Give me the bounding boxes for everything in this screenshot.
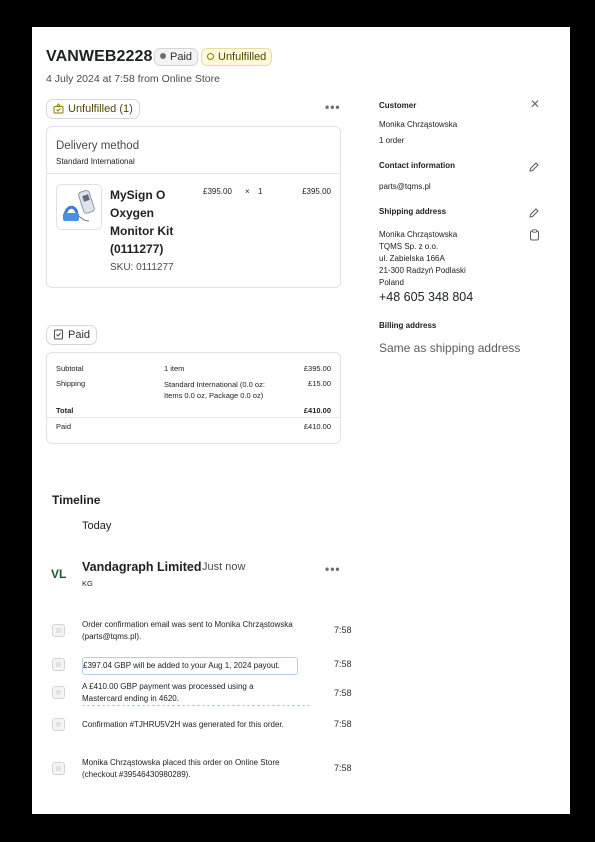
product-name-line: Oxygen	[110, 206, 155, 220]
dot-icon	[160, 53, 166, 59]
line-total: £395.00	[302, 187, 331, 196]
timeline-event-time: 7:58	[334, 625, 352, 635]
timeline-author: Vandagraph Limited	[82, 560, 202, 574]
payment-status-label: Paid	[170, 51, 193, 63]
shipping-address-heading: Shipping address	[379, 207, 447, 216]
shipping-value: £15.00	[308, 379, 331, 388]
timeline-event-line: (checkout #39546430980289).	[82, 770, 191, 779]
timeline-event-time: 7:58	[334, 719, 352, 729]
customer-orders[interactable]: 1 order	[379, 136, 405, 145]
order-page	[32, 27, 570, 814]
unfulfilled-pill	[46, 99, 140, 119]
edit-contact-icon[interactable]	[528, 161, 540, 173]
timeline-day: Today	[82, 520, 112, 532]
payment-status-badge	[154, 48, 198, 66]
paid-label: Paid	[68, 329, 91, 341]
package-icon	[53, 103, 64, 114]
order-number: VANWEB2228	[46, 48, 153, 65]
total-label: Total	[56, 406, 74, 415]
payment-card	[46, 352, 341, 444]
timeline-event-icon	[52, 762, 65, 775]
timeline-event-line: A £410.00 GBP payment was processed using a	[82, 682, 254, 691]
address-line: TQMS Sp. z o.o.	[379, 242, 439, 251]
shipping-description	[164, 379, 265, 401]
edit-shipping-icon[interactable]	[528, 207, 540, 219]
timeline-author-time: Just now	[202, 561, 246, 573]
paid-row-label: Paid	[56, 422, 72, 431]
address-line: 21-300 Radzyń Podlaski	[379, 266, 466, 275]
timeline-event-line: £397.04 GBP will be added to your Aug 1, 2024 payout.	[83, 661, 280, 670]
billing-address-value: Same as shipping address	[379, 341, 521, 355]
unfulfilled-label: Unfulfilled (1)	[68, 103, 133, 115]
quantity: 1	[258, 187, 263, 196]
pulse-oximeter-image-icon	[57, 185, 101, 229]
customer-email[interactable]: parts@tqms.pl	[379, 182, 431, 191]
customer-phone[interactable]: +48 605 348 804	[379, 290, 474, 304]
shipping-description-line: Standard International (0.0 oz:	[164, 380, 265, 389]
total-value: £410.00	[303, 406, 331, 415]
timeline-heading: Timeline	[52, 493, 101, 507]
receipt-check-icon	[53, 329, 64, 340]
contact-heading: Contact information	[379, 161, 455, 170]
shipping-address	[379, 229, 466, 289]
timeline-event-icon	[52, 624, 65, 637]
product-name[interactable]	[110, 186, 173, 258]
timeline-more-icon[interactable]: •••	[325, 562, 341, 576]
customer-name[interactable]: Monika Chrząstowska	[379, 120, 458, 129]
paid-pill	[46, 325, 97, 345]
timeline-event[interactable]	[82, 619, 322, 643]
fulfillment-status-label: Unfulfilled	[218, 51, 267, 63]
shipping-description-line: Items 0.0 oz, Package 0.0 oz)	[164, 391, 264, 400]
timeline-event-icon	[52, 658, 65, 671]
divider	[47, 417, 340, 418]
address-line: Poland	[379, 278, 404, 287]
timeline-event-line: Monika Chrząstowska placed this order on Online Store	[82, 758, 280, 767]
subtotal-label: Subtotal	[56, 364, 84, 373]
shipping-label: Shipping	[56, 379, 86, 388]
timeline-event[interactable]	[82, 681, 310, 706]
timeline-author-sub: KG	[82, 579, 93, 588]
product-name-line: Monitor Kit	[110, 224, 174, 238]
timeline-event[interactable]	[82, 719, 322, 731]
address-line: Monika Chrząstowska	[379, 230, 458, 239]
order-subtitle: 4 July 2024 at 7:58 from Online Store	[46, 73, 220, 85]
fulfillment-status-badge	[201, 48, 272, 66]
product-sku: SKU: 0111277	[110, 262, 174, 273]
fulfillment-card	[46, 126, 341, 288]
billing-address-heading: Billing address	[379, 321, 437, 330]
delivery-method-value: Standard International	[56, 157, 135, 166]
timeline-event-line: Mastercard ending in 4620.	[82, 694, 179, 703]
fulfillment-more-icon[interactable]: •••	[325, 100, 341, 114]
times-sign: ×	[245, 187, 250, 196]
copy-address-icon[interactable]	[529, 229, 540, 241]
paid-row-value: £410.00	[303, 422, 331, 431]
timeline-event-line: Confirmation #TJHRU5V2H was generated for this order.	[82, 720, 284, 729]
timeline-event-icon	[52, 686, 65, 699]
subtotal-items: 1 item	[164, 364, 185, 373]
timeline-event[interactable]	[82, 757, 322, 781]
avatar: VL	[51, 567, 67, 581]
divider	[47, 173, 340, 174]
product-name-line: MySign O	[110, 188, 166, 202]
product-thumbnail[interactable]	[56, 184, 102, 230]
timeline-event-time: 7:58	[334, 688, 352, 698]
close-icon[interactable]: ✕	[530, 97, 541, 111]
timeline-event[interactable]	[82, 657, 298, 675]
delivery-method-title: Delivery method	[56, 140, 140, 152]
timeline-event-line: Order confirmation email was sent to Monika Chrząstowska	[82, 620, 293, 629]
unit-price: £395.00	[203, 187, 232, 196]
timeline-event-time: 7:58	[334, 763, 352, 773]
ring-icon	[207, 53, 214, 60]
customer-heading: Customer	[379, 101, 417, 110]
timeline-event-line: (parts@tqms.pl).	[82, 632, 142, 641]
address-line: ul. Zabielska 166A	[379, 254, 445, 263]
product-name-line: (0111277)	[110, 242, 164, 256]
subtotal-value: £395.00	[303, 364, 331, 373]
timeline-event-time: 7:58	[334, 659, 352, 669]
timeline-event-icon	[52, 718, 65, 731]
